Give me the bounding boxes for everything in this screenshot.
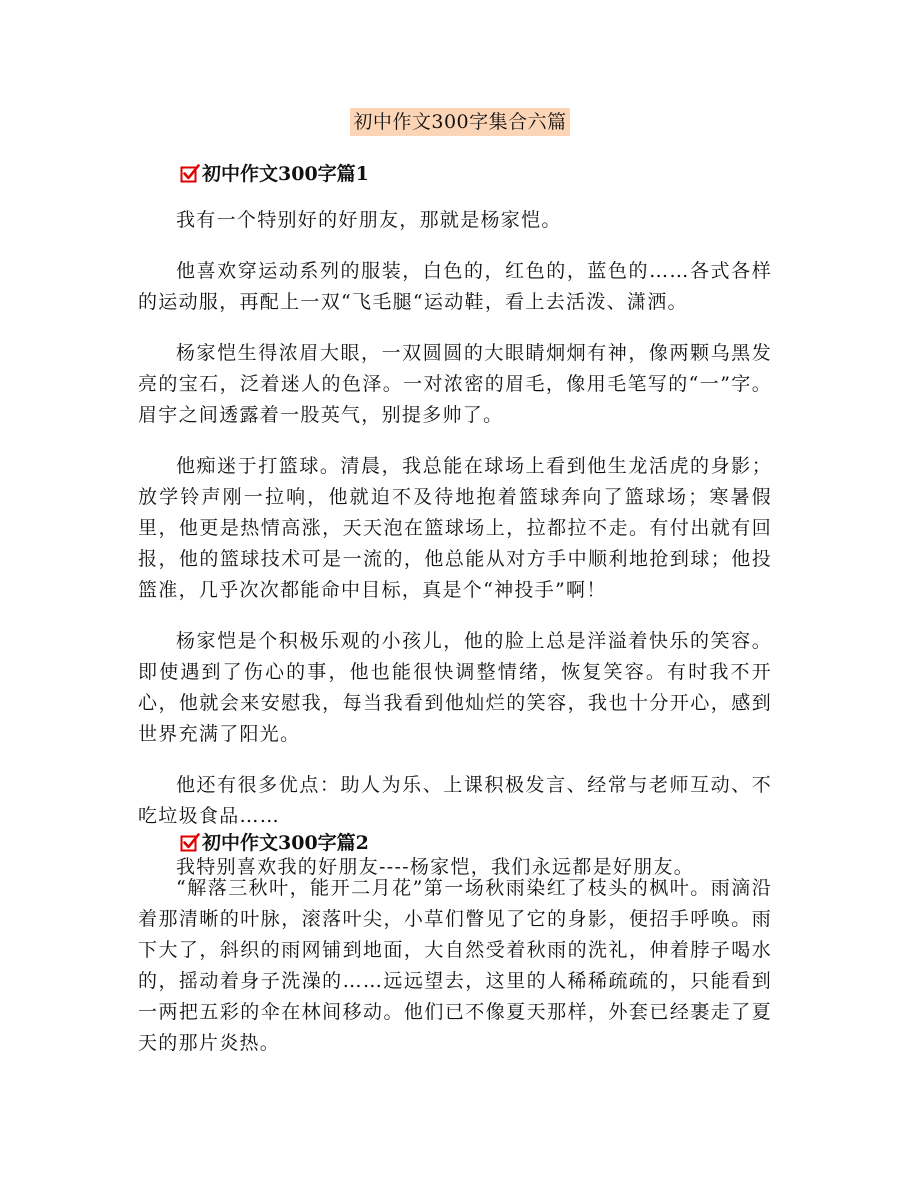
document-title: 初中作文300字集合六篇	[350, 108, 569, 136]
section-body-1	[138, 205, 772, 883]
paragraph: “解落三秋叶，能开二月花”第一场秋雨染红了枝头的枫叶。雨滴沿着那清晰的叶脉，滚落叶尖，小草们瞥见了它的身影，便招手呼唤。雨下大了，斜织的雨网铺到地面，大自然受着秋雨的洗礼，伸着脖子喝水的，摇动着身子洗澡的……远远望去，这里的人稀稀疏疏的，只能看到一两把五彩的伞在林间移动。他们已不像夏天那样，外套已经裹走了夏天的那片炎热。	[138, 877, 772, 1054]
section-heading-label: 初中作文300字篇2	[202, 832, 369, 854]
paragraph: 我有一个特别好的好朋友，那就是杨家恺。	[176, 209, 562, 231]
paragraph: 他还有很多优点：助人为乐、上课积极发言、经常与老师互动、不吃垃圾食品……	[138, 774, 772, 827]
paragraph: 杨家恺是个积极乐观的小孩儿，他的脸上总是洋溢着快乐的笑容。即使遇到了伤心的事，他也能很快调整情绪，恢复笑容。有时我不开心，他就会来安慰我，每当我看到他灿烂的笑容，我也十分开心，感到世界充满了阳光。	[138, 630, 772, 745]
section-heading-1	[180, 161, 369, 187]
section-heading-label: 初中作文300字篇1	[202, 163, 369, 185]
section-body-2	[138, 873, 772, 1059]
paragraph: 他痴迷于打篮球。清晨，我总能在球场上看到他生龙活虎的身影；放学铃声刚一拉响，他就迫不及待地抱着篮球奔向了篮球场；寒暑假里，他更是热情高涨，天天泡在篮球场上，拉都拉不走。有付出就有回报，他的篮球技术可是一流的，他总能从对方手中顺利地抢到球；他投篮准，几乎次次都能命中目标，真是个“神投手”啊！	[138, 455, 772, 601]
title-block	[0, 108, 920, 136]
paragraph: 他喜欢穿运动系列的服装，白色的，红色的，蓝色的……各式各样的运动服，再配上一双“飞毛腿“运动鞋，看上去活泼、潇洒。	[138, 260, 772, 313]
section-heading-2	[180, 830, 369, 856]
paragraph: 杨家恺生得浓眉大眼，一双圆圆的大眼睛炯炯有神，像两颗乌黑发亮的宝石，泛着迷人的色泽。一对浓密的眉毛，像用毛笔写的“一”字。眉宇之间透露着一股英气，别提多帅了。	[138, 342, 772, 426]
checkbox-check-icon	[180, 164, 200, 184]
paragraph: 我特别喜欢我的好朋友----杨家恺，我们永远都是好朋友。	[176, 856, 695, 878]
checkbox-check-icon	[180, 833, 200, 853]
